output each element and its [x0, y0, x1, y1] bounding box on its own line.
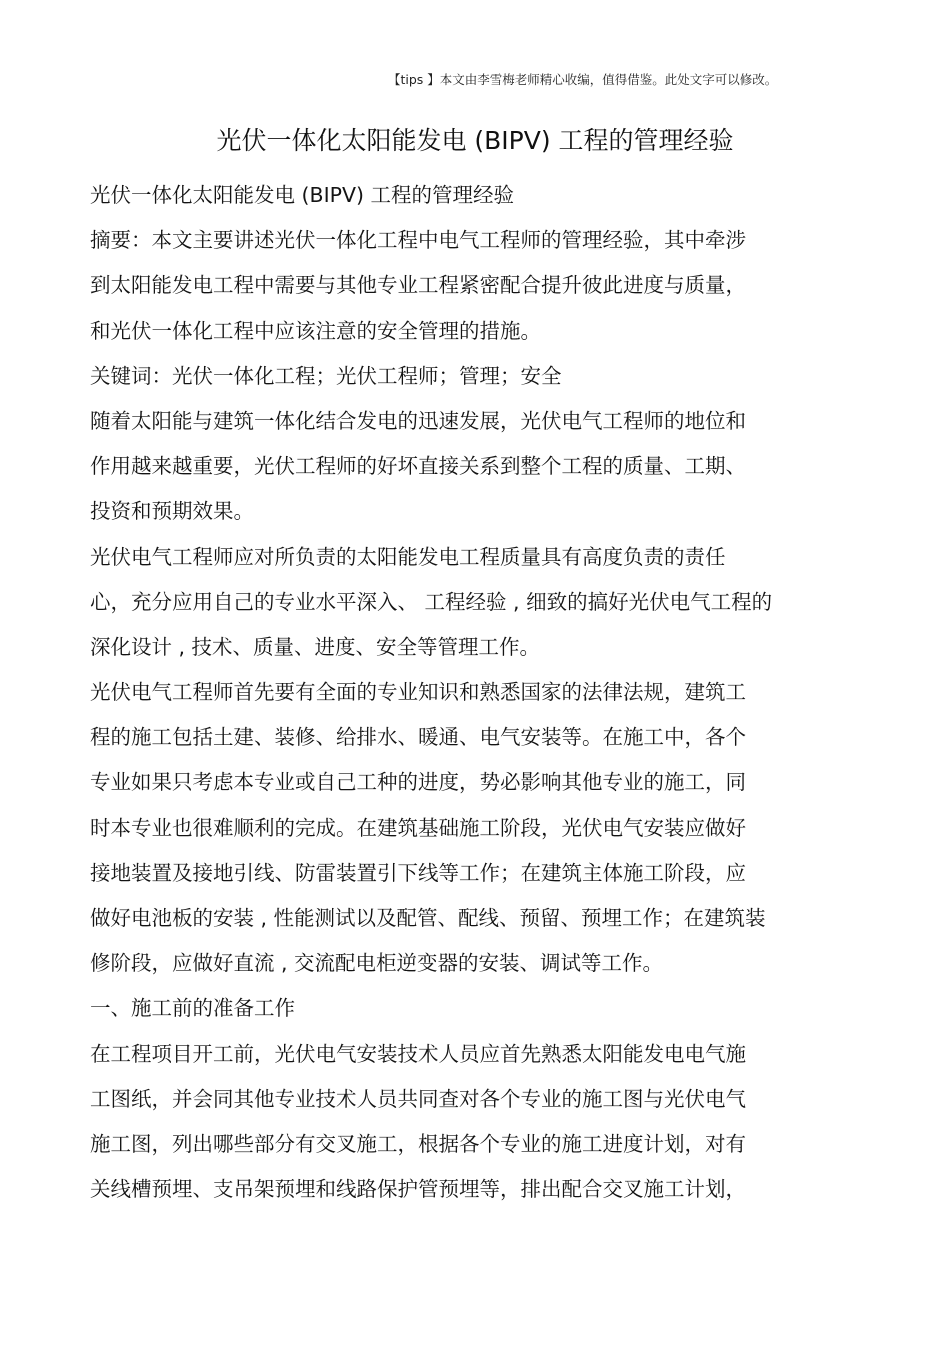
- body-line-section-1-4: 关线槽预埋、支吊架预埋和线路保护管预埋等，排出配合交叉施工计划，: [90, 1177, 746, 1202]
- document-body: [90, 180, 890, 1219]
- body-line-paragraph-3-7: 修阶段，应做好直流 , 交流配电柜逆变器的安装、调试等工作。: [90, 951, 664, 976]
- body-line-paragraph-1-3: 投资和预期效果。: [90, 499, 254, 524]
- body-line-paragraph-1-1: 随着太阳能与建筑一体化结合发电的迅速发展，光伏电气工程师的地位和: [90, 408, 746, 433]
- body-line-keywords: 关键词：光伏一体化工程；光伏工程师；管理；安全: [90, 363, 562, 388]
- body-line-section-1-2: 工图纸，并会同其他专业技术人员共同查对各个专业的施工图与光伏电气: [90, 1086, 746, 1111]
- body-line-abstract-2: 到太阳能发电工程中需要与其他专业工程紧密配合提升彼此进度与质量，: [90, 273, 746, 298]
- body-line-paragraph-2-3: 深化设计 , 技术、质量、进度、安全等管理工作。: [90, 634, 541, 659]
- body-line-paragraph-2-2: 心，充分应用自己的专业水平深入、 工程经验 , 细致的搞好光伏电气工程的: [90, 589, 773, 614]
- body-line-paragraph-3-1: 光伏电气工程师首先要有全面的专业知识和熟悉国家的法律法规，建筑工: [90, 680, 746, 705]
- document-title: 光伏一体化太阳能发电 (BIPV) 工程的管理经验: [216, 126, 734, 155]
- body-line-paragraph-3-6: 做好电池板的安装 , 性能测试以及配管、配线、预留、预埋工作；在建筑装: [90, 906, 766, 930]
- body-line-paragraph-3-4: 时本专业也很难顺利的完成。在建筑基础施工阶段，光伏电气安装应做好: [90, 815, 746, 840]
- section-heading-1: 一、施工前的准备工作: [90, 996, 295, 1021]
- body-line-paragraph-2-1: 光伏电气工程师应对所负责的太阳能发电工程质量具有高度负责的责任: [90, 544, 726, 569]
- body-line-paragraph-3-3: 专业如果只考虑本专业或自己工种的进度，势必影响其他专业的施工，同: [90, 770, 746, 795]
- body-line-section-1-1: 在工程项目开工前，光伏电气安装技术人员应首先熟悉太阳能发电电气施: [90, 1041, 746, 1066]
- body-line-paragraph-1-2: 作用越来越重要，光伏工程师的好坏直接关系到整个工程的质量、工期、: [90, 454, 746, 479]
- body-line-subtitle: 光伏一体化太阳能发电 (BIPV) 工程的管理经验: [90, 183, 515, 207]
- body-line-abstract-3: 和光伏一体化工程中应该注意的安全管理的措施。: [90, 318, 541, 343]
- tips-note: 【tips 】本文由李雪梅老师精心收编，值得借鉴。此处文字可以修改。: [388, 72, 778, 87]
- body-line-paragraph-3-5: 接地装置及接地引线、防雷装置引下线等工作；在建筑主体施工阶段，应: [90, 860, 746, 885]
- body-line-paragraph-3-2: 程的施工包括土建、装修、给排水、暖通、电气安装等。在施工中，各个: [90, 725, 746, 750]
- body-line-abstract-1: 摘要：本文主要讲述光伏一体化工程中电气工程师的管理经验，其中牵涉: [90, 228, 746, 253]
- body-line-section-1-3: 施工图，列出哪些部分有交叉施工，根据各个专业的施工进度计划，对有: [90, 1131, 746, 1156]
